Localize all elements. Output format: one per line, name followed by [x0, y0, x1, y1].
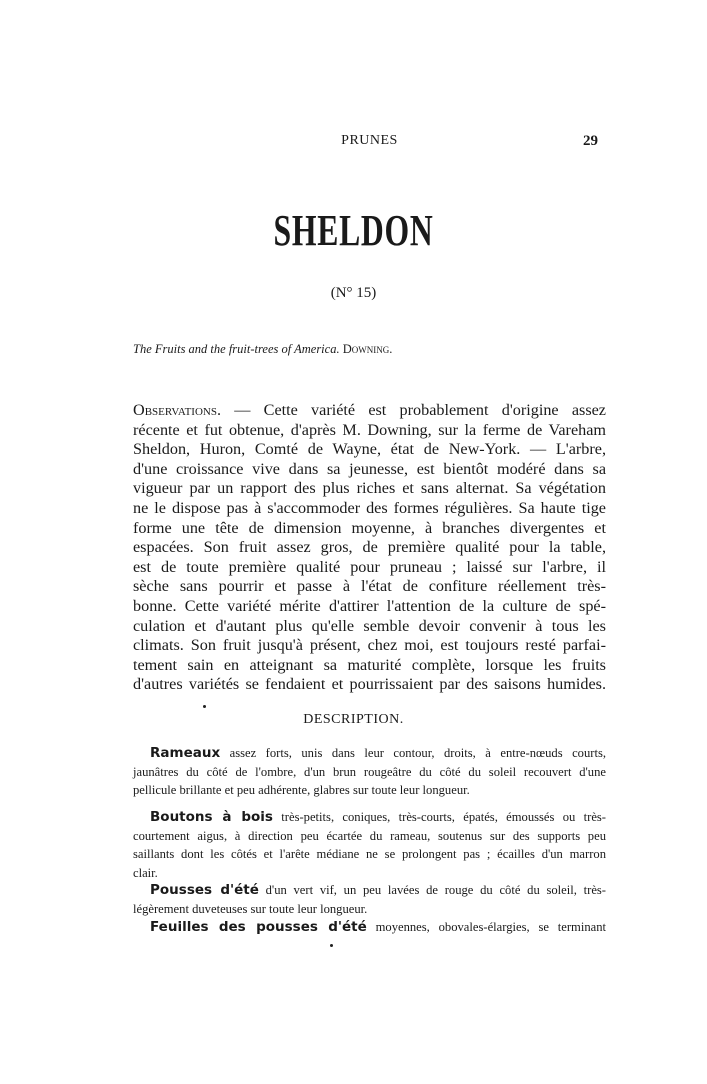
observations-line: espacées. Son fruit assez gros, de première qualité pour la table,	[133, 538, 606, 557]
running-title: PRUNES	[341, 133, 398, 148]
speck	[203, 705, 206, 708]
term: Pousses d'été	[150, 882, 259, 898]
observations-line: sèche sans pourrir et passe à l'état de confiture réellement très-	[133, 577, 606, 596]
term: Feuilles des pousses d'été	[150, 919, 367, 935]
observations-paragraph	[133, 401, 606, 695]
running-head	[133, 133, 606, 153]
observations-line: récente et fut obtenue, d'après M. Downing, sur la ferme de Vareham	[133, 420, 606, 439]
observations-line: ne le dispose pas à s'accommoder des formes régulières. Sa haute tige	[133, 498, 606, 517]
citation	[133, 342, 392, 357]
observations-label: Observations.	[133, 401, 222, 419]
observations-line: climats. Son fruit jusqu'à présent, chez moi, est toujours resté parfai-	[133, 636, 606, 655]
observations-line: Observations. — Cette variété est probablement d'origine assez	[133, 401, 606, 419]
observations-line: est de toute première qualité pour pruneau ; laissé sur l'arbre, il	[133, 557, 606, 576]
description-paragraph-feuilles: Feuilles des pousses d'été moyennes, obovales-élargies, se terminant	[150, 919, 607, 935]
page-number: 29	[583, 133, 598, 149]
variety-number: (N° 15)	[330, 285, 377, 301]
observations-line: Sheldon, Huron, Comté de Wayne, état de New-York. — L'arbre,	[133, 440, 606, 459]
page-title: SHELDON	[273, 206, 434, 255]
description-paragraph-pousses: Pousses d'été d'un vert vif, un peu lavées de rouge du côté du soleil, très- légèrement duveteuses sur toute leur longueur.	[133, 882, 606, 916]
observations-line: forme une tête de dimension moyenne, à branches divergentes et	[133, 518, 606, 537]
description-paragraph-boutons: Boutons à bois très-petits, coniques, très-courts, épatés, émoussés ou très- courtement aigus, à direction peu écartée du rameau, soutenus sur des supports peu saillants dont les côtés et l'arête médiane ne se prolongent pas ; écailles d'un marron clair.	[133, 809, 607, 880]
observations-line: vigueur par un rapport des plus riches et sans alternat. Sa végétation	[133, 479, 606, 498]
term: Rameaux	[150, 745, 221, 761]
observations-line: d'une croissance vive dans sa jeunesse, est bientôt modéré dans sa	[133, 459, 606, 478]
description-paragraph-rameaux: Rameaux assez forts, unis dans leur contour, droits, à entre-nœuds courts, jaunâtres du côté de l'ombre, d'un brun rougeâtre du côté du soleil recouvert d'une pellicule brillante et peu adhérente, glabres sur toute leur longueur.	[133, 745, 606, 798]
observations-line: tement sain en atteignant sa maturité complète, lorsque les fruits	[133, 655, 606, 674]
observations-line: bonne. Cette variété mérite d'attirer l'attention de la culture de spé-	[133, 596, 606, 615]
citation-work: The Fruits and the fruit-trees of America.	[133, 342, 340, 356]
term: Boutons à bois	[150, 809, 273, 825]
speck	[330, 944, 333, 947]
citation-author: Downing.	[342, 342, 393, 356]
observations-line: d'autres variétés se fendaient et pourrissaient par des saisons humides.	[133, 675, 606, 694]
description-heading: DESCRIPTION.	[303, 712, 404, 727]
observations-line: culation et d'autant plus qu'elle semble devoir convenir à tous les	[133, 616, 606, 635]
